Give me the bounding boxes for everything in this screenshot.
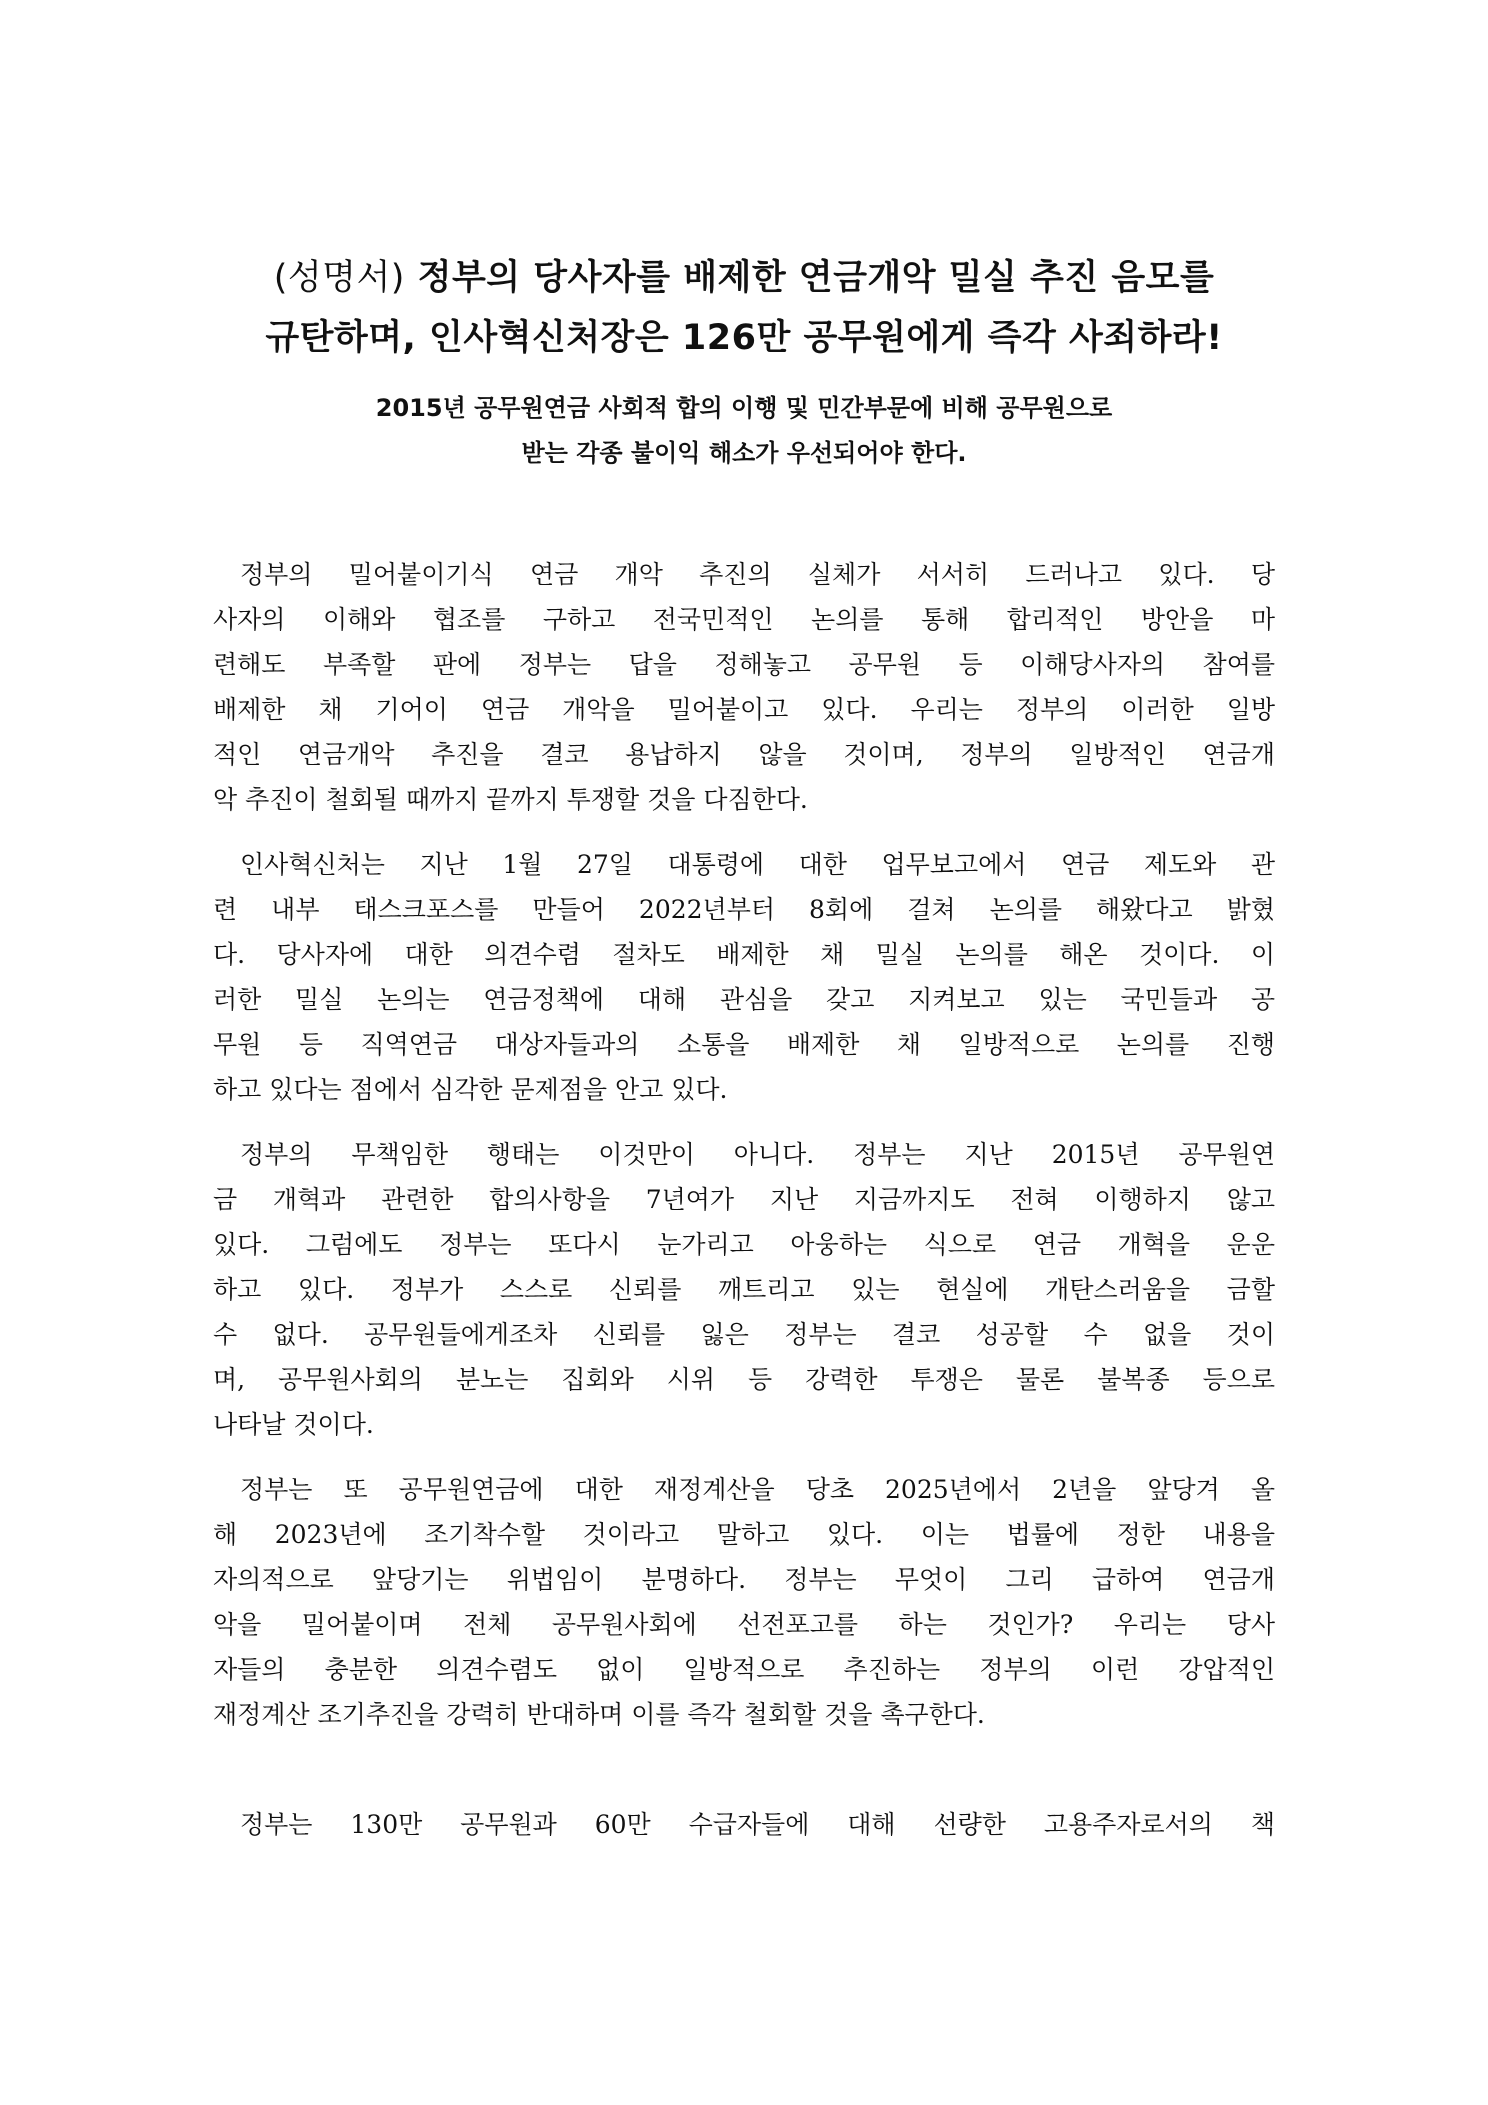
body-line: 악을 밀어붙이며 전체 공무원사회에 선전포고를 하는 것인가? 우리는 당사	[213, 1610, 1275, 1639]
body-line: 악 추진이 철회될 때까지 끝까지 투쟁할 것을 다짐한다.	[213, 785, 808, 814]
body-line: 배제한 채 기어이 연금 개악을 밀어붙이고 있다. 우리는 정부의 이러한 일방	[213, 695, 1275, 724]
paragraph-spacer	[213, 1112, 1275, 1132]
body-line: 있다. 그럼에도 정부는 또다시 눈가리고 아웅하는 식으로 연금 개혁을 운운	[213, 1230, 1275, 1259]
statement-body	[213, 552, 1275, 1847]
body-line: 련 내부 태스크포스를 만들어 2022년부터 8회에 걸쳐 논의를 해왔다고 밝혔	[213, 895, 1275, 924]
body-line: 수 없다. 공무원들에게조차 신뢰를 잃은 정부는 결코 성공할 수 없을 것이	[213, 1320, 1275, 1349]
body-line: 정부는 또 공무원연금에 대한 재정계산을 당초 2025년에서 2년을 앞당겨 올	[240, 1475, 1275, 1504]
statement-title	[200, 248, 1288, 368]
body-line: 금 개혁과 관련한 합의사항을 7년여가 지난 지금까지도 전혀 이행하지 않고	[213, 1185, 1275, 1214]
body-line: 러한 밀실 논의는 연금정책에 대해 관심을 갖고 지켜보고 있는 국민들과 공	[213, 985, 1275, 1014]
body-line: 적인 연금개악 추진을 결코 용납하지 않을 것이며, 정부의 일방적인 연금개	[213, 740, 1275, 769]
body-line: 하고 있다. 정부가 스스로 신뢰를 깨트리고 있는 현실에 개탄스러움을 금할	[213, 1275, 1275, 1304]
body-line: 며, 공무원사회의 분노는 집회와 시위 등 강력한 투쟁은 물론 불복종 등으로	[213, 1365, 1275, 1394]
body-line: 사자의 이해와 협조를 구하고 전국민적인 논의를 통해 합리적인 방안을 마	[213, 605, 1275, 634]
body-line: 정부의 무책임한 행태는 이것만이 아니다. 정부는 지난 2015년 공무원연	[240, 1140, 1275, 1169]
body-line: 련해도 부족할 판에 정부는 답을 정해놓고 공무원 등 이해당사자의 참여를	[213, 650, 1275, 679]
paragraph-3	[213, 1132, 1275, 1447]
paragraph-spacer	[213, 822, 1275, 842]
body-line: 자들의 충분한 의견수렴도 없이 일방적으로 추진하는 정부의 이런 강압적인	[213, 1655, 1275, 1684]
body-line: 나타날 것이다.	[213, 1410, 374, 1439]
statement-tag: (성명서)	[273, 258, 405, 298]
body-line: 정부의 밀어붙이기식 연금 개악 추진의 실체가 서서히 드러나고 있다. 당	[240, 560, 1275, 589]
paragraph-spacer	[213, 1447, 1275, 1467]
title-line-2: 규탄하며, 인사혁신처장은 126만 공무원에게 즉각 사죄하라!	[265, 318, 1223, 358]
subtitle-line-2: 받는 각종 불이익 해소가 우선되어야 한다.	[521, 439, 967, 467]
body-line: 인사혁신처는 지난 1월 27일 대통령에 대한 업무보고에서 연금 제도와 관	[240, 850, 1275, 879]
paragraph-4	[213, 1467, 1275, 1737]
paragraph-1	[213, 552, 1275, 822]
body-line: 해 2023년에 조기착수할 것이라고 말하고 있다. 이는 법률에 정한 내용을	[213, 1520, 1275, 1549]
body-line: 다. 당사자에 대한 의견수렴 절차도 배제한 채 밀실 논의를 해온 것이다. 이	[213, 940, 1275, 969]
subtitle-line-1: 2015년 공무원연금 사회적 합의 이행 및 민간부문에 비해 공무원으로	[375, 394, 1113, 422]
statement-subtitle	[200, 386, 1288, 476]
title-line-1-text: 정부의 당사자를 배제한 연금개악 밀실 추진 음모를	[404, 258, 1215, 298]
body-line: 자의적으로 앞당기는 위법임이 분명하다. 정부는 무엇이 그리 급하여 연금개	[213, 1565, 1275, 1594]
paragraph-spacer	[213, 1737, 1275, 1802]
paragraph-5	[213, 1802, 1275, 1847]
body-line: 하고 있다는 점에서 심각한 문제점을 안고 있다.	[213, 1075, 728, 1104]
body-line: 정부는 130만 공무원과 60만 수급자들에 대해 선량한 고용주자로서의 책	[240, 1810, 1275, 1839]
paragraph-2	[213, 842, 1275, 1112]
body-line: 무원 등 직역연금 대상자들과의 소통을 배제한 채 일방적으로 논의를 진행	[213, 1030, 1275, 1059]
body-line: 재정계산 조기추진을 강력히 반대하며 이를 즉각 철회할 것을 촉구한다.	[213, 1700, 985, 1729]
title-line-1	[200, 248, 1288, 308]
